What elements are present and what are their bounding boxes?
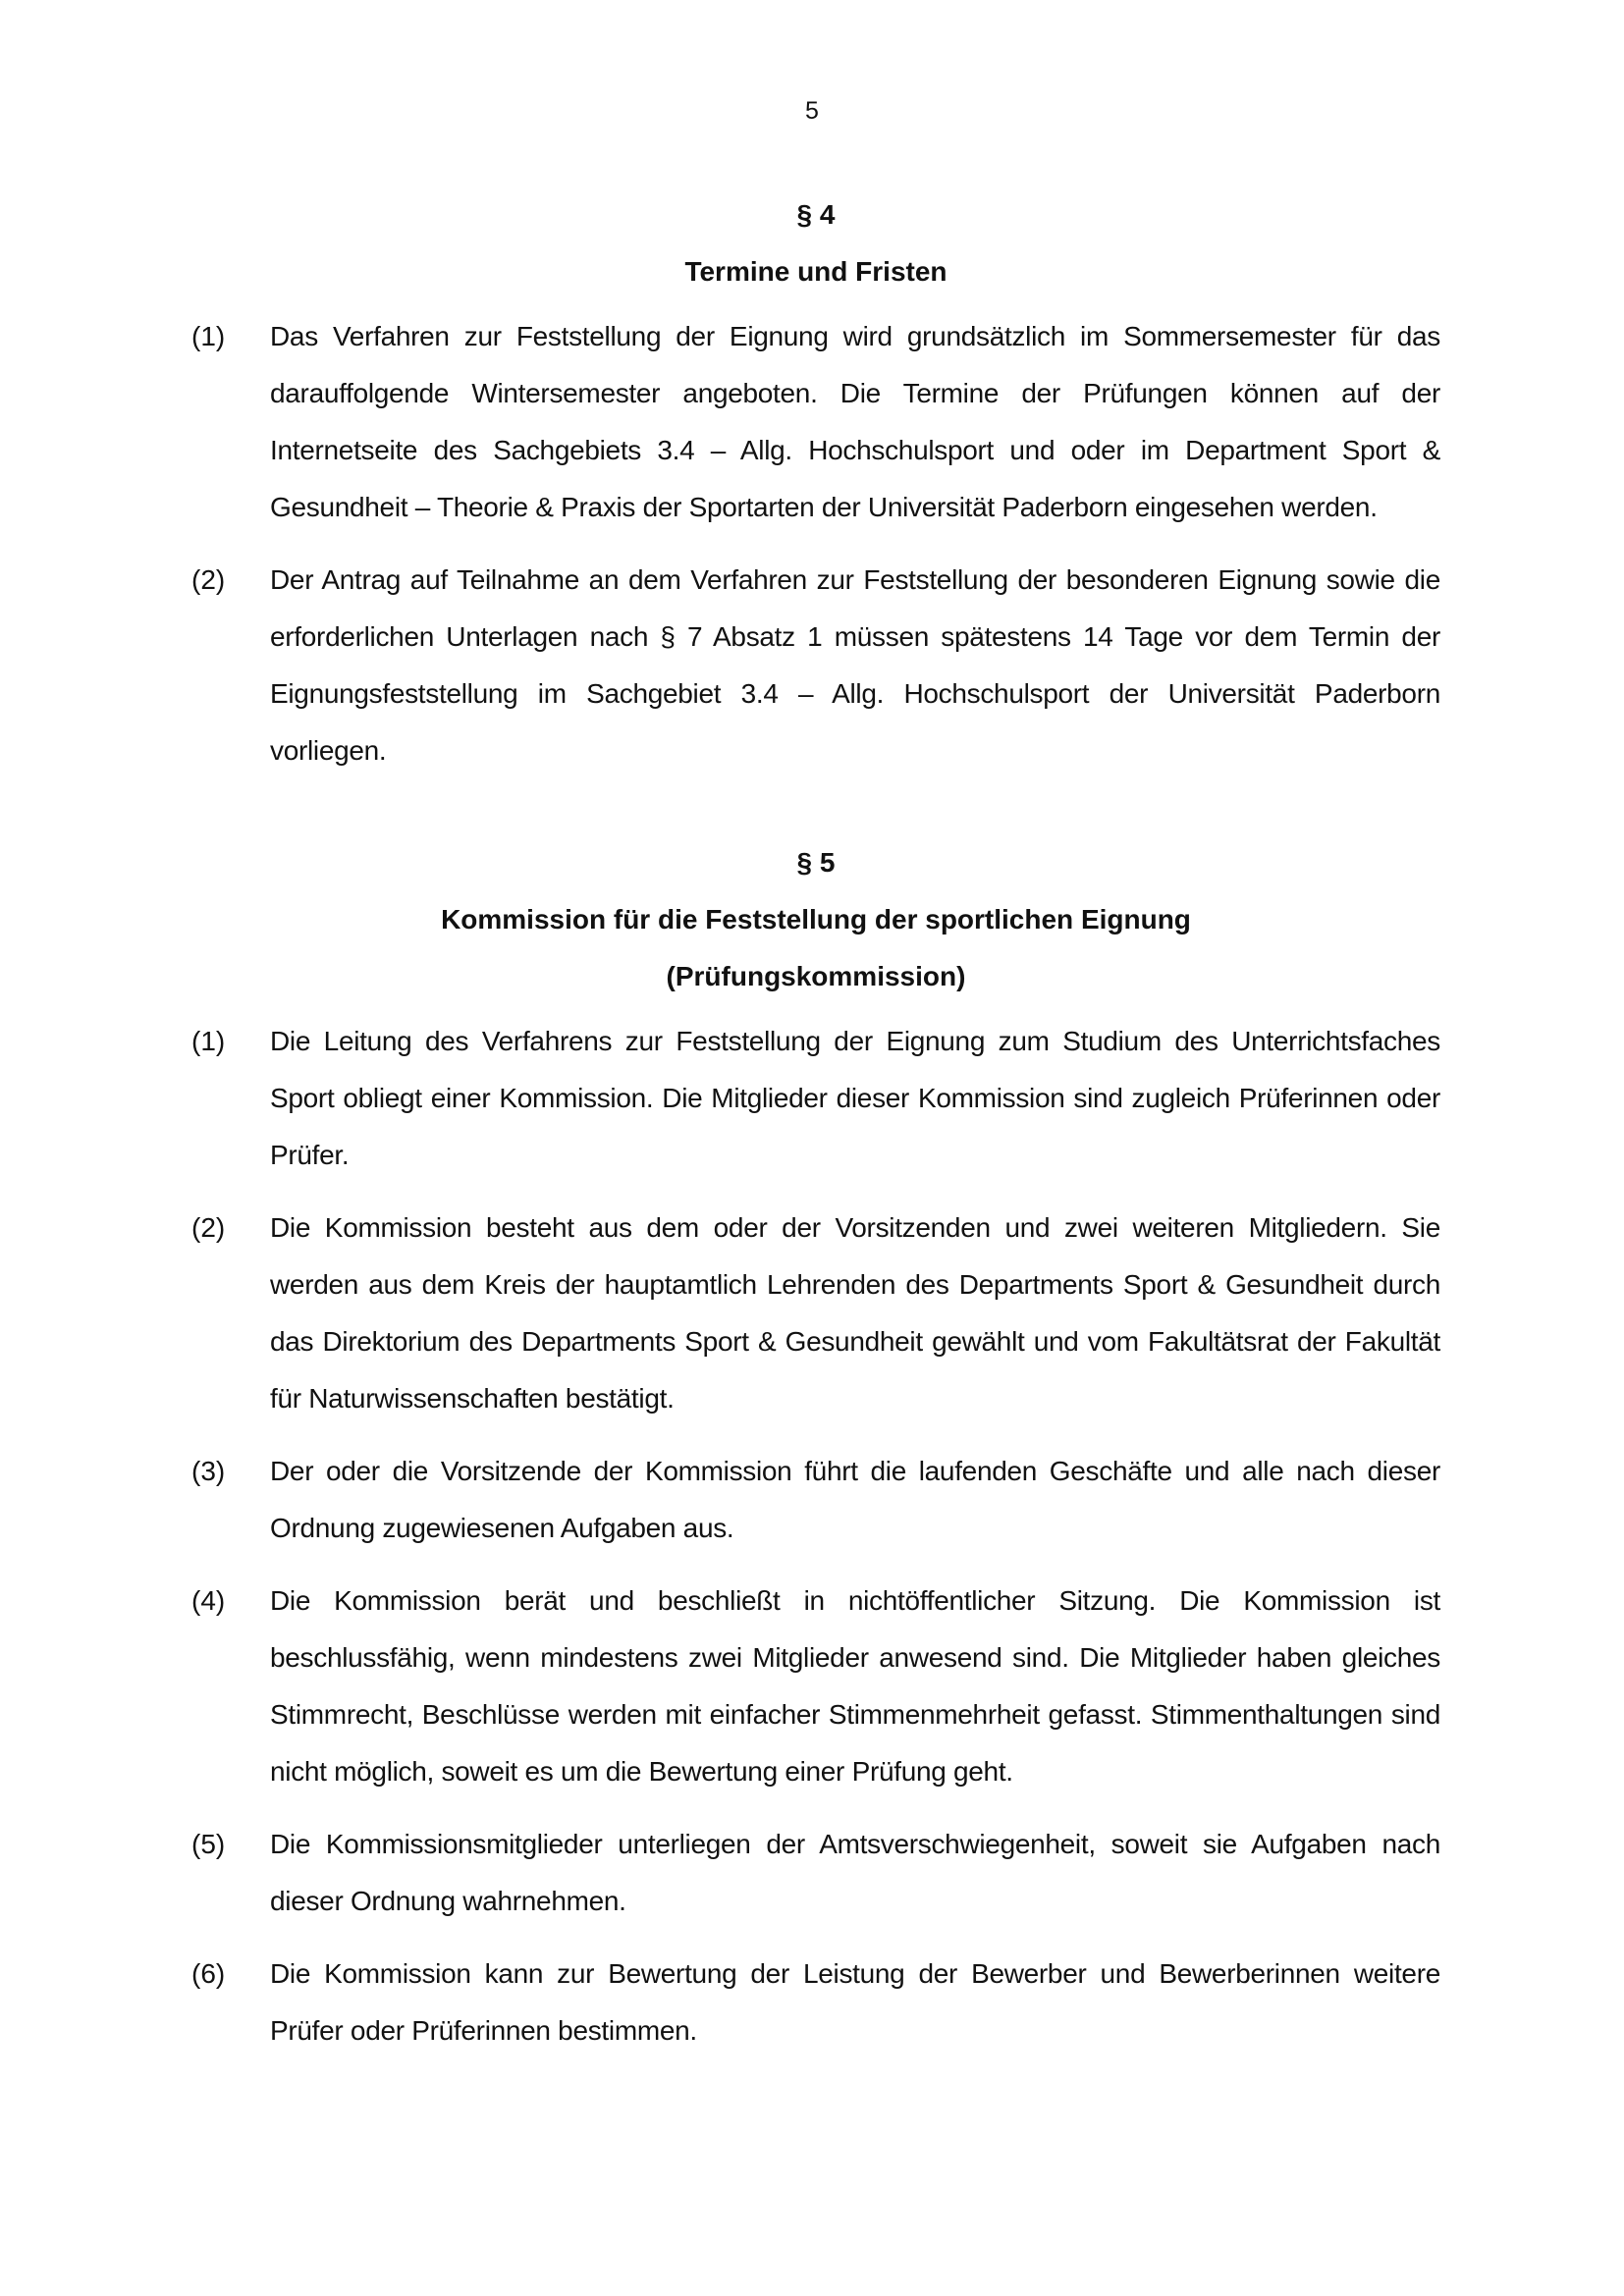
section-subtitle: (Prüfungskommission) — [666, 961, 966, 991]
section-symbol: § 4 — [796, 199, 836, 230]
paragraph-number: (1) — [191, 1026, 226, 1056]
paragraph-number: (6) — [191, 1958, 226, 1989]
section-heading — [191, 834, 1440, 1005]
paragraph-text: Das Verfahren zur Feststellung der Eignung wird grundsätzlich im Sommersemester für das darauffolgende Wintersemester angeboten. Die Termine der Prüfungen können auf der Internetseite des Sachgebiets 3.4 – Allg. Hochschulsport und oder im Department Sport & Gesundheit – Theorie & Praxis der Sportarten der Universität Paderborn eingesehen werden. — [270, 321, 1440, 522]
paragraph-text: Die Kommissionsmitglieder unterliegen der Amtsverschwiegenheit, soweit sie Aufgaben nach dieser Ordnung wahrnehmen. — [270, 1829, 1440, 1916]
section-5 — [191, 834, 1440, 2059]
paragraph — [191, 1946, 1440, 2059]
paragraph — [191, 1013, 1440, 1184]
paragraph — [191, 1200, 1440, 1427]
paragraph — [191, 308, 1440, 536]
paragraph — [191, 552, 1440, 779]
paragraph-text: Der Antrag auf Teilnahme an dem Verfahren zur Feststellung der besonderen Eignung sowie die erforderlichen Unterlagen nach § 7 Absatz 1 müssen spätestens 14 Tage vor dem Termin der Eignungsfeststellung im Sachgebiet 3.4 – Allg. Hochschulsport der Universität Paderborn vorliegen. — [270, 564, 1440, 766]
paragraph — [191, 1443, 1440, 1557]
paragraph-number: (2) — [191, 1212, 226, 1243]
paragraph-number: (4) — [191, 1585, 226, 1616]
paragraph — [191, 1816, 1440, 1930]
paragraph — [191, 1573, 1440, 1800]
document-body — [191, 187, 1440, 2075]
section-heading — [191, 187, 1440, 300]
paragraph-text: Die Leitung des Verfahrens zur Feststellung der Eignung zum Studium des Unterrichtsfaches Sport obliegt einer Kommission. Die Mitglieder dieser Kommission sind zugleich Prüferinnen oder Prüfer. — [270, 1026, 1440, 1170]
paragraph-number: (2) — [191, 564, 226, 595]
page-number: 5 — [805, 97, 819, 125]
paragraph-number: (1) — [191, 321, 226, 351]
paragraph-text: Die Kommission berät und beschließt in nichtöffentlicher Sitzung. Die Kommission ist beschlussfähig, wenn mindestens zwei Mitglieder anwesend sind. Die Mitglieder haben gleiches Stimmrecht, Beschlüsse werden mit einfacher Stimmenmehrheit gefasst. Stimmenthaltungen sind nicht möglich, soweit es um die Bewertung einer Prüfung geht. — [270, 1585, 1440, 1787]
paragraph-number: (5) — [191, 1829, 226, 1859]
paragraph-text: Der oder die Vorsitzende der Kommission führt die laufenden Geschäfte und alle nach dieser Ordnung zugewiesenen Aufgaben aus. — [270, 1456, 1440, 1543]
section-title: Kommission für die Feststellung der sportlichen Eignung — [441, 904, 1191, 934]
section-4 — [191, 187, 1440, 779]
section-symbol: § 5 — [796, 847, 836, 878]
paragraph-text: Die Kommission besteht aus dem oder der Vorsitzenden und zwei weiteren Mitgliedern. Sie werden aus dem Kreis der hauptamtlich Lehrenden des Departments Sport & Gesundheit durch das Direktorium des Departments Sport & Gesundheit gewählt und vom Fakultätsrat der Fakultät für Naturwissenschaften bestätigt. — [270, 1212, 1440, 1414]
paragraph-text: Die Kommission kann zur Bewertung der Leistung der Bewerber und Bewerberinnen weitere Prüfer oder Prüferinnen bestimmen. — [270, 1958, 1440, 2046]
paragraph-number: (3) — [191, 1456, 226, 1486]
section-title: Termine und Fristen — [684, 256, 947, 287]
